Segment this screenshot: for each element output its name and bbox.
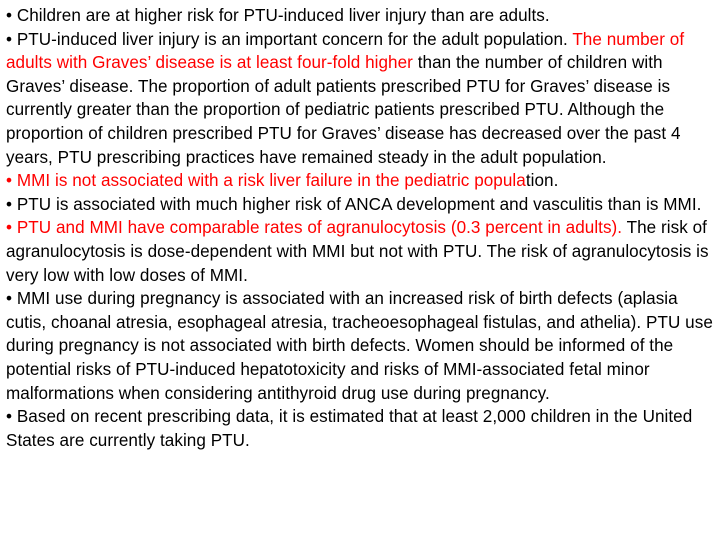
bullet-anca-vasculitis: [6, 193, 718, 217]
bullet-adult-concern: [6, 28, 718, 170]
bullet-text: • Based on recent prescribing data, it is estimated that at least 2,000 children in the United States are currently taking PTU.: [6, 407, 693, 450]
bullet-text: • PTU is associated with much higher risk of ANCA development and vasculitis than is MMI.: [6, 194, 702, 214]
slide-body: [6, 4, 718, 452]
highlighted-text: • MMI is not associated with a risk liver failure in the pediatric popula: [6, 171, 526, 191]
bullet-text: • PTU-induced liver injury is an important concern for the adult population.: [6, 29, 573, 49]
bullet-text: than the number of children with Graves’ disease. The proportion of adult patients prescribed PTU for Graves’ disease is currently greater than the proportion of pediatric patients prescribed PTU. Although the proportion of children prescribed PTU for Graves’ disease has decreased over the past 4 years, PTU prescribing practices have remained steady in the adult population.: [6, 53, 681, 167]
bullet-text: • MMI use during pregnancy is associated with an increased risk of birth defects (aplasia cutis, choanal atresia, esophageal atresia, tracheoesophageal fistulas, and athelia). PTU use during pregnancy is not associated with birth defects. Women should be informed of the potential risks of PTU-induced hepatotoxicity and risks of MMI-associated fetal minor malformations when considering antithyroid drug use during pregnancy.: [6, 289, 713, 403]
bullet-pregnancy: [6, 287, 718, 405]
bullet-children-risk: [6, 4, 718, 28]
bullet-text: The risk of agranulocytosis is dose-dependent with MMI but not with PTU. The risk of agranulocytosis is very low with low doses of MMI.: [6, 218, 709, 285]
bullet-prescribing-data: [6, 405, 718, 452]
bullet-text: • Children are at higher risk for PTU-induced liver injury than are adults.: [6, 6, 550, 25]
highlighted-text: • PTU and MMI have comparable rates of agranulocytosis (0.3 percent in adults).: [6, 218, 623, 238]
bullet-text: tion.: [525, 171, 559, 191]
highlighted-text: The number of adults with Graves’ disease is at least four-fold higher: [6, 29, 685, 73]
bullet-mmi-liver: [6, 169, 718, 193]
bullet-agranulocytosis: [6, 216, 718, 287]
